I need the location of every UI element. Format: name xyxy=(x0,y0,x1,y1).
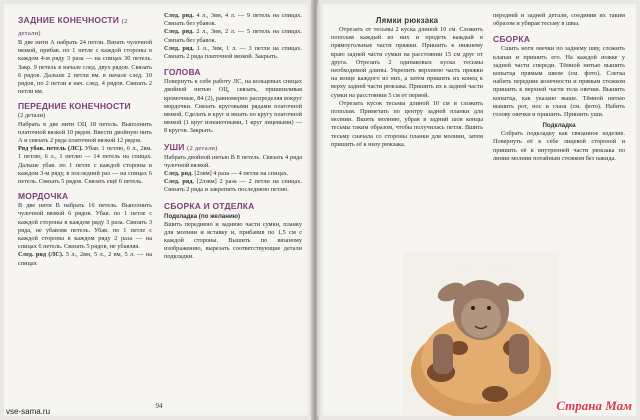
heading-front-legs: ПЕРЕДНИЕ КОНЕЧНОСТИ xyxy=(18,101,131,112)
heading-head: ГОЛОВА xyxy=(164,67,201,78)
straps-text: Отрезать от тесьмы 2 куска длиной 10 см. Сложить пополам каждый из них и продеть каждый в прямоугольные части пряжки. Пришить к нижнему краю задней части сумки на расстоянии 15 см друг от друга. Отрезать 2 одинаковых куска тесьмы необходимой длины. Укрепить верхнюю часть пряжки на конце каждого из них, а затем пришить их конец к верху задней части рюкзака. Пришить их к задней части сумки на расстоянии 5 см от первой. xyxy=(331,26,483,99)
intro-row-3: След. ряд. 1 л., 3вм, 1 л. — 3 петли на спицах. Связать 2 ряда платочной вязкой. Закрыть. xyxy=(164,44,302,61)
heading-straps: Лямки рюкзака xyxy=(375,16,439,25)
left-column-1 xyxy=(18,12,152,268)
front-legs-row: Ряд убав. петель (ЛС). Убав. 1 петлю, 6 л., 2вм. 1 петлю, 6 л., 1 петлю — 14 петель на спицах. Дальше убав. по 1 петле с каждой стороны в каждом 3-м ряду, в последний раз — на спицах 6 петель. Связать 5 рядов. Связать ещё 6 петель. xyxy=(18,145,152,186)
sborka-text: Сшить ноги овечки по заднему шву, сложить клапан и пришить его. На каждой ножке у задней части спереди. Тёмной нитью вышить копытца прямым швом (см. фото). Слегка набить передние конечности и прямым стежком пришить к верхней части тела овечки. Вышить копытца, как указано выше. Тёмной нитью вышить рот, нос и глаза (см. фото). Набить голову овечки и пришить. Пришить уши. xyxy=(493,45,625,119)
right-page xyxy=(317,4,636,416)
heading-ears: УШИ (2 детали) xyxy=(164,141,218,152)
heading-muzzle: МОРДОЧКА xyxy=(18,191,69,202)
watermark-logo: Страна Мам xyxy=(556,398,632,413)
page-number: 94 xyxy=(155,402,163,410)
left-page xyxy=(4,4,313,416)
ears-row-1: След. ряд. [2лвм] 4 раза — 4 петли на спицах. xyxy=(164,170,289,178)
front-legs-note: (2 детали) xyxy=(18,112,46,120)
right-intro: передней и задней детали, соединив их таким образом и убирая тесьму в швы. xyxy=(493,12,625,28)
right-column-1 xyxy=(331,12,483,149)
intro-row-1: След. ряд. 4 л., 3вм, 4 л. — 9 петель на спицах. Связать без убавок. xyxy=(164,12,302,28)
heading-sborka: СБОРКА xyxy=(493,34,531,45)
podkladka-text: Собрать подкладку как связанное изделие. Повернуть её к себе лицевой стороной и пришить её к внутренней части рюкзака по линии молнии потайным стежком без накида. xyxy=(493,130,625,162)
front-legs-text: Набрать в две нити ОЦ 18 петель. Выполнить платочной вязкой 10 рядов. Ввести двойную нить А и связать 2 ряда платочной вязкой 12 рядов. xyxy=(18,120,152,145)
left-column-2 xyxy=(164,12,302,262)
muzzle-text: В две нити В набрать 16 петель. Выполнить чулочной вязкой 6 рядов. Убав. по 1 петле с каждой стороны в каждом ряду 3 раза. Связать 3 ряда, не убавляя петель. Убав. по 1 петле с каждой стороны в каждом ряду 2 раза — на спицах 6 петель. Связать 5 рядов, не убавляя. xyxy=(18,202,152,251)
ears-text: Набрать двойной нитью В 8 петель. Связать 4 ряда чулочной вязкой. xyxy=(164,153,302,169)
intro-row-2: След. ряд. 2 л., 3вм, 2 л. — 5 петель на спицах. Связать без убавок. xyxy=(164,28,302,44)
heading-assembly: СБОРКА И ОТДЕЛКА xyxy=(164,200,255,211)
right-column-2 xyxy=(493,12,625,163)
heading-hind-legs: ЗАДНИЕ КОНЕЧНОСТИ (2 детали) xyxy=(18,15,128,37)
subheading-podkladka: Подкладка xyxy=(542,122,576,130)
hind-legs-text: В две нити А набрать 24 петли. Вязать чулочной вязкой, прибав. по 1 петле с каждой стороны в каждом 4-м ряду 3 раза — на спицах 30 петель. Закр. 9 петель в начале след. двух рядов. Связать 6 рядов. Дальше 2 петли вм. в начале след. 10 рядов, по 2 петли в нач. след. 4 рядов. Связать 2 петли вм. xyxy=(18,39,152,96)
head-text: Повернуть к себе работу ЛС, на кольцевых спицах двойной нитью ОЦ, связать, пришпиливая кромочные, 84 (2), равномерно распределяя вокруг мордочки. Связать круговыми рядами платочной вязкой. Сделать в круг и вязать по кругу платочной вязкой (1 круг изнаночными, 1 круг лицевыми) — 8 кругов. Закрыть. xyxy=(164,78,302,135)
subheading-lining: Подкладка (по желанию) xyxy=(164,212,241,220)
ears-row-2: След. ряд. [2лзвм] 2 раза — 2 петли на спицах. Связать 2 ряда и закрепить последнюю петлю. xyxy=(164,178,302,194)
muzzle-row: След. ряд (ЛС). 5 л., 2вм, 5 л., 2 вм, 5 л. — на спицах xyxy=(18,251,152,267)
assembly-text: Вшить переднюю и заднюю части сумки, планку для молнии и вставку и, прибавив по 1,5 см с каждой стороны. Вышить по вязаному изображению, вырезать соответствующие детали подкладки. xyxy=(164,220,302,261)
straps-text-2: Отрезать кусок тесьмы длиной 10 см и сложить пополам. Приметать по центру задней планки для молнии. Вшить молнию, убрав в задний шов концы тесьмы таким образом, чтобы получилась петля. Вшить тесьму сначала со стороны планки для молнии, затем пришить её к низу рюкзака. xyxy=(331,99,483,148)
sheep-backpack-photo xyxy=(403,252,559,416)
site-footer: vse-sama.ru xyxy=(6,407,51,416)
